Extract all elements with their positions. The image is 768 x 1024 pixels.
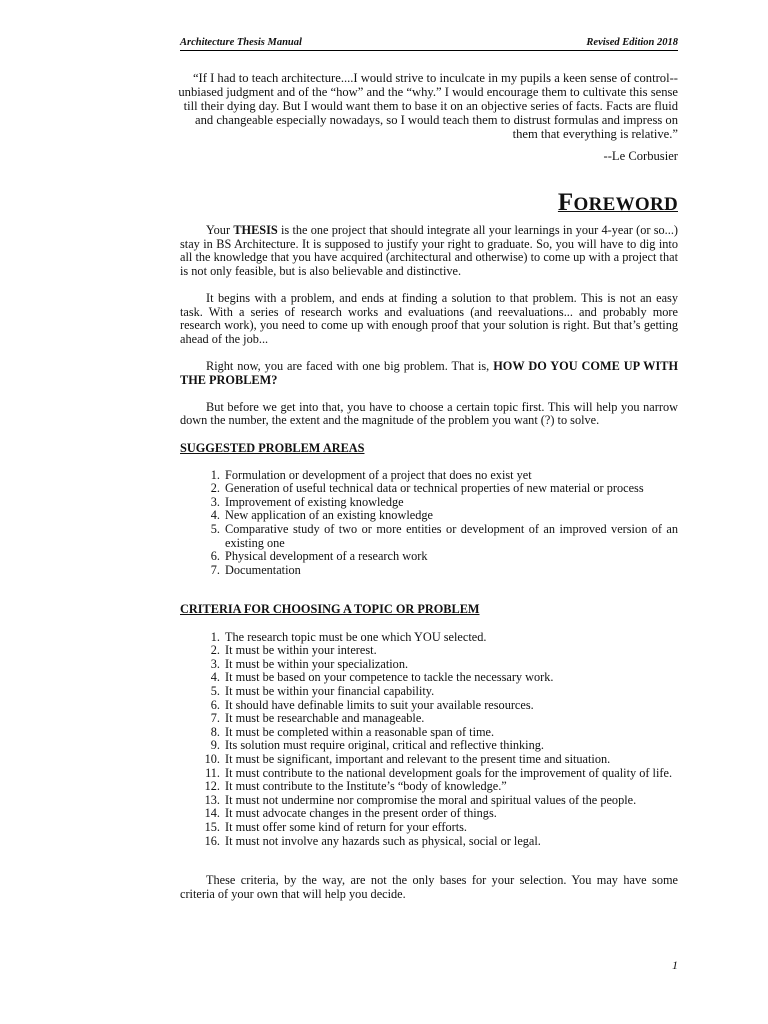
paragraph-1-start: Your bbox=[206, 223, 234, 237]
list-item-number: 2. bbox=[210, 643, 220, 658]
list-item bbox=[204, 819, 678, 835]
problem-areas-heading: SUGGESTED PROBLEM AREAS bbox=[180, 440, 365, 455]
list-item-text: It must be within your financial capability. bbox=[225, 684, 435, 698]
paragraph-3-bold: HOW DO YOU COME UP WITH THE PROBLEM? bbox=[180, 358, 679, 387]
list-item-text: Its solution must require original, critical and reflective thinking. bbox=[225, 738, 544, 753]
list-item bbox=[210, 549, 678, 564]
list-item-text: It must not involve any hazards such as physical, social or legal. bbox=[225, 833, 541, 848]
list-item-number: 9. bbox=[210, 738, 220, 753]
list-item bbox=[204, 833, 678, 849]
list-item-number: 5. bbox=[210, 522, 220, 537]
list-item-number: 8. bbox=[210, 724, 220, 739]
thesis-bold: THESIS bbox=[233, 223, 278, 237]
list-item-text: It must be completed within a reasonable span of time. bbox=[225, 724, 495, 739]
list-item bbox=[210, 508, 678, 523]
list-item bbox=[205, 765, 678, 781]
list-item-number: 3. bbox=[210, 494, 220, 509]
list-item-text: Documentation bbox=[225, 562, 301, 577]
list-item-text: Generation of useful technical data or technical properties of new material or process bbox=[225, 481, 644, 496]
list-item-text: Improvement of existing knowledge bbox=[225, 494, 404, 509]
list-item-text: It must be based on your competence to tackle the necessary work. bbox=[225, 670, 554, 685]
list-item-number: 16. bbox=[204, 833, 220, 848]
paragraph-1 bbox=[180, 224, 678, 278]
list-item-number: 10. bbox=[204, 751, 220, 766]
list-item-text: New application of an existing knowledge bbox=[225, 508, 433, 523]
paragraph-1-rest: is the one project that should integrate all your learnings in your 4-year (or so...) stay in BS Architecture. It is supposed to justify your right to graduate. So, you will have to dig into all the knowledge that you have acquired (architectural and otherwise) to come up with a project that is not only feasible, but is also believable and distinctive. bbox=[180, 223, 678, 278]
list-item-text: It must advocate changes in the present order of things. bbox=[225, 806, 497, 821]
list-item bbox=[204, 792, 678, 808]
epigraph-quote: “If I had to teach architecture....I would strive to inculcate in my pupils a keen sense of control--unbiased judgment and of the “how” and the “why.” I would encourage them to cultivate this sense till their dying day. But I would want them to base it on an objective series of facts. Facts are fluid and changeable especially nowadays, so I would teach them to distrust formulas and impress on them that everything is relative.” bbox=[178, 71, 678, 141]
list-item-number: 15. bbox=[204, 819, 220, 834]
list-item-number: 6. bbox=[210, 697, 220, 712]
list-item bbox=[210, 684, 678, 699]
list-item-number: 12. bbox=[204, 779, 220, 794]
list-item-text: It must contribute to the national development goals for the improvement of quality of life. bbox=[225, 765, 673, 780]
list-item-text: It must be significant, important and relevant to the present time and situation. bbox=[225, 751, 611, 766]
list-item-number: 5. bbox=[210, 684, 220, 698]
list-item-text: It should have definable limits to suit your available resources. bbox=[225, 697, 534, 712]
list-item-number: 11. bbox=[205, 765, 220, 780]
criteria-list bbox=[180, 631, 678, 849]
list-item bbox=[210, 562, 678, 578]
list-item-number: 7. bbox=[210, 562, 220, 577]
list-item bbox=[210, 494, 678, 510]
list-item-number: 7. bbox=[210, 711, 220, 726]
list-item-text: It must be within your specialization. bbox=[225, 656, 409, 671]
list-item bbox=[210, 481, 678, 496]
title-initial: F bbox=[557, 189, 574, 216]
list-item-text: It must be within your interest. bbox=[225, 643, 377, 658]
problem-areas-list bbox=[180, 469, 678, 578]
list-item-number: 13. bbox=[204, 792, 220, 807]
list-item bbox=[210, 643, 678, 658]
header-title: Architecture Thesis Manual bbox=[180, 37, 302, 48]
list-item bbox=[204, 779, 678, 794]
list-item-text: Physical development of a research work bbox=[225, 549, 428, 564]
list-item-text: Comparative study of two or more entities or development of an improved version of an existing one bbox=[225, 522, 678, 550]
list-item-text: It must be researchable and manageable. bbox=[225, 711, 425, 726]
list-item-text: The research topic must be one which YOU selected. bbox=[225, 629, 487, 644]
paragraph-3-start: Right now, you are faced with one big problem. That is, bbox=[206, 358, 494, 373]
list-item-text: It must not undermine nor compromise the moral and spiritual values of the people. bbox=[225, 792, 637, 807]
list-item bbox=[204, 751, 678, 767]
list-item-number: 4. bbox=[210, 670, 220, 685]
page-title bbox=[430, 189, 678, 217]
list-item-number: 2. bbox=[210, 481, 220, 496]
paragraph-2: It begins with a problem, and ends at finding a solution to that problem. This is not an easy task. With a series of research works and evaluations (and reevaluations... and probably more research work), you need to come up with enough proof that your solution is right. But that’s getting ahead of the job... bbox=[180, 290, 678, 346]
body-text bbox=[180, 224, 678, 915]
list-item-text: It must contribute to the Institute’s “body of knowledge.” bbox=[225, 779, 507, 794]
header-edition: Revised Edition 2018 bbox=[586, 37, 678, 48]
list-item bbox=[210, 711, 678, 726]
epigraph-author: --Le Corbusier bbox=[603, 149, 678, 163]
list-item-text: Formulation or development of a project that does no exist yet bbox=[225, 467, 532, 482]
page-number: 1 bbox=[672, 958, 678, 972]
list-item bbox=[210, 522, 678, 550]
running-header bbox=[180, 37, 678, 51]
list-item bbox=[210, 467, 678, 483]
list-item bbox=[204, 806, 678, 821]
list-item-text: It must offer some kind of return for your efforts. bbox=[225, 819, 468, 834]
title-rest: OREWORD bbox=[573, 194, 678, 215]
paragraph-4: But before we get into that, you have to choose a certain topic first. This will help you narrow down the number, the extent and the magnitude of the problem you want (?) to solve. bbox=[180, 399, 678, 428]
list-item bbox=[210, 738, 678, 753]
list-item bbox=[210, 656, 678, 672]
closing-paragraph: These criteria, by the way, are not the only bases for your selection. You may have some criteria of your own that will help you decide. bbox=[180, 873, 678, 901]
paragraph-3 bbox=[180, 360, 678, 387]
list-item-number: 1. bbox=[210, 467, 220, 482]
list-item-number: 6. bbox=[210, 549, 220, 564]
list-item bbox=[210, 670, 678, 685]
list-item bbox=[210, 724, 678, 740]
list-item-number: 3. bbox=[210, 656, 220, 671]
list-item-number: 1. bbox=[210, 629, 220, 644]
list-item-number: 14. bbox=[204, 806, 220, 821]
criteria-heading: CRITERIA FOR CHOOSING A TOPIC OR PROBLEM bbox=[180, 602, 480, 617]
list-item bbox=[210, 629, 678, 645]
list-item-number: 4. bbox=[210, 508, 220, 523]
list-item bbox=[210, 697, 678, 713]
